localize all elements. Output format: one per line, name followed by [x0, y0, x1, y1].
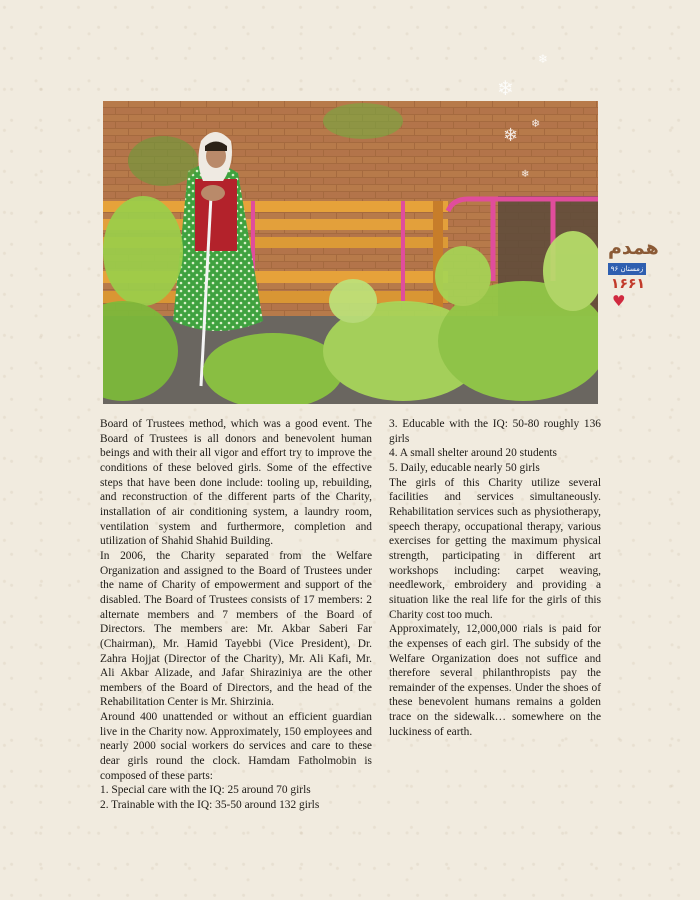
- list-item: 1. Special care with the IQ: 25 around 70 girls: [100, 784, 311, 797]
- photo-illustration: [103, 101, 598, 404]
- list-item: 5. Daily, educable nearly 50 girls: [389, 461, 540, 474]
- snowflake-icon: ❄: [521, 169, 530, 180]
- article-paragraph: In 2006, the Charity separated from the Welfare Organization and assigned to the Board of Trustees under the name of Charity of empowerment and support of the disabled. The Board of Trustees consists of 17 members: 2 alternate members and 7 members of the Board of Directors. The members are: Mr. Akbar Saberi Far (Chairman), Mr. Hamid Tayebbi (Vice President), Dr. Zahra Hojjat (Director of the Charity), Mr. Ali Kafi, Mr. Ali Akbar Alizade, and Jafar Shiraziniya are the other members of the Board of Directors, and the head of the Rehabilitation Center is Mr. Shirzinia.: [100, 549, 372, 709]
- snowflake-icon: ❄: [531, 117, 541, 130]
- snowflake-icon: ❄: [497, 76, 514, 100]
- article-paragraph: Approximately, 12,000,000 rials is paid for the expenses of each girl. The subsidy of the Welfare Organization does not suffice and therefore several philanthropists pay the remainder of the expenses. Under the shoes of these benevolent humans remains a golden trace on the sidewalk… somewhere on the luckiness of earth.: [389, 623, 601, 738]
- issue-label: زمستان ۹۶: [608, 263, 646, 275]
- article-paragraph: Around 400 unattended or without an efficient guardian live in the Charity now. Approximately, 150 employees and nearly 2000 social workers do services and care to these dear girls round the clock. Hamdam Fatholmobin is composed of these parts:: [100, 711, 372, 782]
- snowflake-icon: ❄: [538, 52, 549, 66]
- article-column-left: [100, 417, 372, 813]
- issue-number: ۱۶۶۱: [610, 276, 646, 292]
- list-item: 2. Trainable with the IQ: 35-50 around 132 girls: [100, 799, 320, 812]
- snowflake-icon: ❄: [503, 125, 519, 146]
- magazine-logo: همدم: [608, 237, 659, 259]
- article-paragraph: Board of Trustees method, which was a good event. The Board of Trustees is all donors and benevolent human beings and with their all vigor and effort try to improve the conditions of these beloved girls. Some of the effective steps that have been done include: tooling up, rebuilding, and reconstruction of the different parts of the Charity, installation of air conditioning system, a laundry room, ventilation system and furthermore, completion and utilization of Shahid Shahid Building.: [100, 418, 372, 548]
- magazine-badge: [606, 236, 659, 314]
- article-paragraph: The girls of this Charity utilize several facilities and services simultaneously. Rehabilitation services such as physiotherapy, speech therapy, occupational therapy, various exercises for getting the maximum physical strength, participating in different art workshops including: carpet weaving, needlework, embroidery and providing a situation like the real life for the girls of this Charity cost too much.: [389, 476, 601, 621]
- article-column-right: [389, 417, 601, 739]
- list-item: 3. Educable with the IQ: 50-80 roughly 136 girls: [389, 418, 601, 445]
- heart-icon: ♥: [612, 292, 626, 310]
- article-photo: [103, 101, 598, 404]
- list-item: 4. A small shelter around 20 students: [389, 447, 557, 460]
